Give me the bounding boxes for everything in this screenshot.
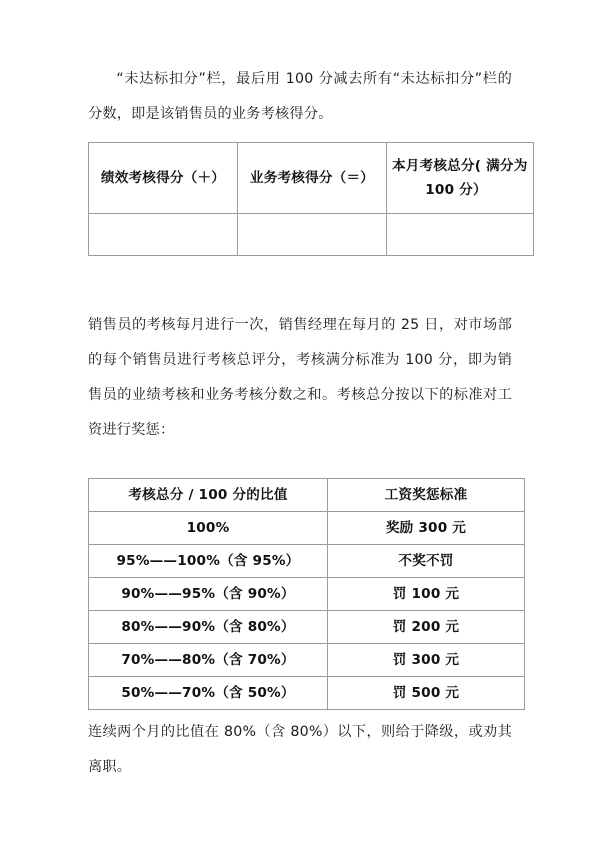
cell-score-ratio: 90%——95%（含 90%）	[89, 578, 328, 611]
table-row	[89, 545, 525, 578]
cell-salary-standard: 不奖不罚	[328, 545, 525, 578]
closing-paragraph: 连续两个月的比值在 80%（含 80%）以下，则给于降级，或劝其离职。	[88, 724, 512, 775]
middle-paragraph: 销售员的考核每月进行一次，销售经理在每月的 25 日，对市场部的每个销售员进行考核总评分，考核满分标准为 100 分，即为销售员的业绩考核和业务考核分数之和。考核总分按以下的标准对工资进行奖惩：	[88, 317, 512, 438]
cell-salary-standard: 罚 200 元	[328, 611, 525, 644]
cell-score-ratio: 80%——90%（含 80%）	[89, 611, 328, 644]
table-row	[89, 644, 525, 677]
header-cell-business-score: 业务考核得分（＝）	[238, 143, 387, 214]
table-row	[89, 512, 525, 545]
cell-salary-standard: 罚 100 元	[328, 578, 525, 611]
header-cell-monthly-total-line1: 本月考核总分( 满分为	[392, 158, 528, 174]
spacer-after-first-table	[88, 256, 512, 308]
table-row-header	[89, 143, 534, 214]
spacer-before-second-table	[88, 448, 512, 478]
table-row	[89, 578, 525, 611]
table-row	[89, 611, 525, 644]
table-row	[89, 677, 525, 710]
cell-score-ratio: 70%——80%（含 70%）	[89, 644, 328, 677]
header-cell-salary-standard: 工资奖惩标准	[328, 479, 525, 512]
cell-score-ratio: 100%	[89, 512, 328, 545]
header-cell-score-ratio: 考核总分 / 100 分的比值	[89, 479, 328, 512]
table-salary-scale	[88, 478, 525, 710]
value-cell-monthly-total[interactable]	[387, 214, 534, 256]
intro-paragraph: “未达标扣分”栏，最后用 100 分减去所有“未达标扣分”栏的分数，即是该销售员的业务考核得分。	[88, 71, 512, 122]
table-row-header	[89, 479, 525, 512]
header-cell-monthly-total	[387, 143, 534, 214]
cell-salary-standard: 罚 500 元	[328, 677, 525, 710]
cell-salary-standard: 奖励 300 元	[328, 512, 525, 545]
value-cell-business-score[interactable]	[238, 214, 387, 256]
header-cell-performance-score: 绩效考核得分（＋）	[89, 143, 238, 214]
header-cell-monthly-total-line2: 100 分）	[425, 182, 487, 198]
cell-salary-standard: 罚 300 元	[328, 644, 525, 677]
cell-score-ratio: 50%——70%（含 50%）	[89, 677, 328, 710]
cell-score-ratio: 95%——100%（含 95%）	[89, 545, 328, 578]
value-cell-performance-score[interactable]	[89, 214, 238, 256]
table-scoring-summary	[88, 142, 534, 256]
document-content	[88, 62, 528, 785]
table-row	[89, 214, 534, 256]
